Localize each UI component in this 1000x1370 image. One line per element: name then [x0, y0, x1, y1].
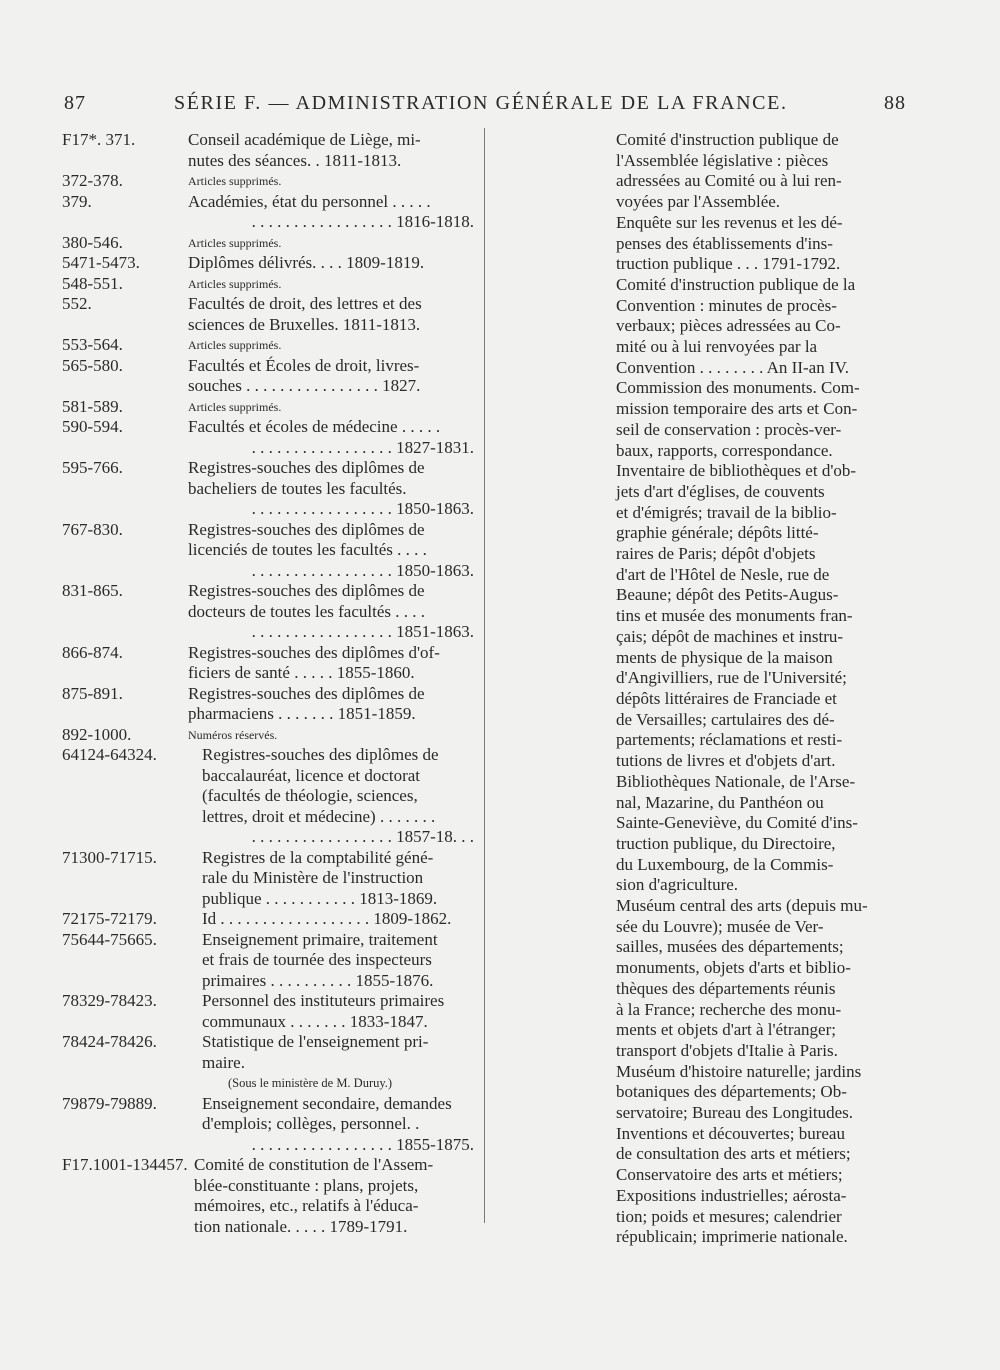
paragraph-line: Comité d'instruction publique de la	[616, 274, 856, 294]
entry-description	[202, 745, 480, 848]
paragraph-line: tutions de livres et d'objets d'art.	[616, 751, 836, 771]
entry-line: Facultés de droit, des lettres et des	[188, 294, 422, 313]
entry-line: Registres-souches des diplômes de	[188, 683, 425, 703]
entry-description	[188, 335, 480, 356]
paragraph-line: Enquête sur les revenus et les dé-	[616, 212, 843, 232]
inventory-entry	[62, 909, 480, 930]
entry-line: souches . . . . . . . . . . . . . . . . 1827.	[188, 376, 421, 395]
paragraph-line: jets d'art d'églises, de couvents	[616, 481, 825, 501]
entry-line: Enseignement primaire, traitement	[202, 929, 438, 949]
inventory-entry	[62, 356, 480, 397]
entry-description	[202, 930, 480, 992]
entry-description	[188, 274, 480, 295]
entry-description	[202, 909, 480, 930]
section-note	[102, 1073, 480, 1094]
entry-line: Facultés et Écoles de droit, livres-	[188, 355, 420, 375]
inventory-entry	[62, 171, 480, 192]
paragraph-line: du Luxembourg, de la Commis-	[616, 854, 834, 874]
entry-line: primaires . . . . . . . . . . 1855-1876.	[202, 970, 434, 990]
entry-line: Registres-souches des diplômes de	[188, 519, 425, 539]
entry-description	[188, 684, 480, 725]
paragraph-line: Inventions et découvertes; bureau	[616, 1123, 845, 1143]
paragraph-line: thèques des départements réunis	[616, 978, 836, 998]
inventory-entry	[62, 745, 480, 848]
inventory-paragraph	[616, 461, 912, 772]
inventory-paragraph	[616, 130, 912, 213]
entry-line: Articles supprimés.	[188, 276, 282, 291]
entry-line: . . . . . . . . . . . . . . . . . 1851-1863.	[251, 622, 474, 641]
paragraph-line: truction publique, du Directoire,	[616, 833, 836, 853]
entry-line: Enseignement secondaire, demandes	[202, 1093, 452, 1113]
entry-description	[194, 1155, 480, 1237]
inventory-entry	[62, 643, 480, 684]
inventory-entry	[62, 991, 480, 1032]
paragraph-line: Commission des monuments. Com-	[616, 378, 860, 398]
entry-line: . . . . . . . . . . . . . . . . . 1855-1875.	[251, 1134, 474, 1154]
entry-description	[188, 233, 480, 254]
paragraph-line: çais; dépôt de machines et instru-	[616, 626, 844, 646]
paragraph-line: botaniques des départements; Ob-	[616, 1082, 847, 1102]
page-number-right: 88	[884, 92, 906, 114]
inventory-entry	[62, 684, 480, 725]
inventory-entry	[62, 1032, 480, 1073]
entry-description	[188, 171, 480, 192]
paragraph-line: penses des établissements d'ins-	[616, 233, 833, 253]
paragraph-line: mission temporaire des arts et Con-	[616, 399, 858, 419]
entry-number: 866-874.	[62, 642, 123, 662]
inventory-paragraph	[616, 378, 912, 461]
entry-number: 875-891.	[62, 683, 123, 703]
right-column	[616, 130, 912, 1247]
entry-line: pharmaciens . . . . . . . 1851-1859.	[188, 704, 416, 723]
paragraph-line: républicain; imprimerie nationale.	[616, 1227, 848, 1247]
inventory-entry	[62, 1155, 480, 1237]
paragraph-line: Conservatoire des arts et métiers;	[616, 1165, 843, 1185]
inventory-entry	[62, 397, 480, 418]
entry-line: (facultés de théologie, sciences,	[202, 786, 418, 805]
entry-line: Articles supprimés.	[188, 399, 282, 414]
entry-line: et frais de tournée des inspecteurs	[202, 950, 432, 969]
paragraph-line: verbaux; pièces adressées au Co-	[616, 316, 841, 336]
inventory-entry	[62, 294, 480, 335]
paragraph-line: voyées par l'Assemblée.	[616, 192, 781, 212]
inventory-entry	[62, 581, 480, 643]
entry-number: 552.	[62, 294, 92, 313]
entry-number: 767-830.	[62, 519, 123, 539]
entry-line: Registres-souches des diplômes d'of-	[188, 642, 440, 662]
paragraph-line: Expositions industrielles; aérosta-	[616, 1185, 847, 1205]
paragraph-line: l'Assemblée législative : pièces	[616, 150, 829, 170]
entry-number: 78424-78426.	[62, 1032, 157, 1051]
inventory-paragraph	[616, 1062, 912, 1124]
inventory-entry	[62, 848, 480, 910]
entry-line: Numéros réservés.	[188, 727, 278, 742]
paragraph-line: à la France; recherche des monu-	[616, 999, 842, 1019]
entry-description	[188, 253, 480, 274]
paragraph-line: Beaune; dépôt des Petits-Augus-	[616, 585, 839, 605]
entry-description	[202, 991, 480, 1032]
entry-line: bacheliers de toutes les facultés.	[188, 478, 407, 498]
paragraph-line: baux, rapports, correspondance.	[616, 440, 833, 460]
inventory-entry	[62, 335, 480, 356]
paragraph-line: raires de Paris; dépôt d'objets	[616, 544, 816, 564]
entry-line: Id . . . . . . . . . . . . . . . . . . 1809-1862.	[202, 909, 452, 928]
entry-number: 72175-72179.	[62, 909, 157, 928]
paragraph-line: d'Angivilliers, rue de l'Université;	[616, 668, 847, 688]
entry-line: mémoires, etc., relatifs à l'éduca-	[194, 1196, 419, 1215]
entry-number: 590-594.	[62, 417, 123, 436]
entry-number: 548-551.	[62, 273, 123, 293]
entry-number: 892-1000.	[62, 724, 132, 744]
entry-line: Registres-souches des diplômes de	[188, 581, 425, 600]
entry-description	[188, 397, 480, 418]
entry-line: (Sous le ministère de M. Duruy.)	[228, 1076, 393, 1090]
entry-line: docteurs de toutes les facultés . . . .	[188, 601, 425, 621]
entry-number: 553-564.	[62, 335, 123, 354]
entry-description	[188, 458, 480, 520]
paragraph-line: partements; réclamations et resti-	[616, 730, 843, 750]
paragraph-line: sailles, musées des départements;	[616, 937, 844, 957]
entry-number: 581-589.	[62, 396, 123, 416]
entry-line: Facultés et écoles de médecine . . . . .	[188, 417, 441, 436]
entry-description	[188, 520, 480, 582]
entry-number: 71300-71715.	[62, 847, 157, 867]
inventory-entry	[62, 725, 480, 746]
entry-line: . . . . . . . . . . . . . . . . . 1850-1863.	[251, 499, 474, 518]
entry-description	[188, 417, 480, 458]
paragraph-line: adressées au Comité ou à lui ren-	[616, 171, 842, 191]
entry-line: licenciés de toutes les facultés . . . .	[188, 540, 427, 559]
paragraph-line: ments de physique de la maison	[616, 647, 833, 667]
entry-line: Statistique de l'enseignement pri-	[202, 1032, 429, 1051]
inventory-entry	[62, 520, 480, 582]
paragraph-line: tins et musée des monuments fran-	[616, 606, 853, 626]
entry-number: 78329-78423.	[62, 991, 157, 1010]
entry-line: . . . . . . . . . . . . . . . . . 1827-1831.	[251, 437, 474, 457]
paragraph-line: sion d'agriculture.	[616, 875, 739, 895]
entry-line: . . . . . . . . . . . . . . . . . 1850-1863.	[251, 560, 474, 580]
entry-line: . . . . . . . . . . . . . . . . . 1816-1818.	[251, 212, 474, 231]
paragraph-line: de consultation des arts et métiers;	[616, 1144, 851, 1164]
inventory-entry	[62, 458, 480, 520]
entry-line: Registres-souches des diplômes de	[188, 458, 425, 477]
entry-number: 75644-75665.	[62, 929, 157, 949]
entry-line: Conseil académique de Liège, mi-	[188, 130, 421, 149]
entry-line: Registres-souches des diplômes de	[202, 745, 439, 764]
entry-line: sciences de Bruxelles. 1811-1813.	[188, 314, 421, 334]
entry-line: . . . . . . . . . . . . . . . . . 1857-18. . .	[251, 827, 474, 846]
inventory-paragraph	[616, 772, 912, 896]
entry-line: Articles supprimés.	[188, 235, 282, 250]
entry-line: Registres de la comptabilité géné-	[202, 847, 434, 867]
paragraph-line: Inventaire de bibliothèques et d'ob-	[616, 461, 857, 481]
entry-line: Articles supprimés.	[188, 174, 282, 188]
entry-number: F17*. 371.	[62, 130, 136, 149]
inventory-paragraph	[616, 1124, 912, 1248]
entry-line: Comité de constitution de l'Assem-	[194, 1155, 434, 1174]
entry-number: 79879-79889.	[62, 1093, 157, 1113]
entry-line: tion nationale. . . . . 1789-1791.	[194, 1216, 408, 1236]
entry-description	[188, 356, 480, 397]
page-number-left: 87	[64, 92, 86, 114]
entry-number: 64124-64324.	[62, 745, 157, 764]
paragraph-line: Bibliothèques Nationale, de l'Arse-	[616, 771, 856, 791]
inventory-entry	[62, 417, 480, 458]
paragraph-line: truction publique . . . 1791-1792.	[616, 254, 841, 274]
entry-number: 380-546.	[62, 232, 123, 252]
paragraph-line: Sainte-Geneviève, du Comité d'ins-	[616, 813, 858, 833]
entry-number: 372-378.	[62, 171, 123, 190]
paragraph-line: Muséum d'histoire naturelle; jardins	[616, 1061, 862, 1081]
page-header	[64, 92, 906, 120]
inventory-entry	[62, 253, 480, 274]
paragraph-line: d'art de l'Hôtel de Nesle, rue de	[616, 564, 830, 584]
paragraph-line: servatoire; Bureau des Longitudes.	[616, 1103, 853, 1123]
paragraph-line: monuments, objets d'arts et biblio-	[616, 958, 851, 978]
entry-line: d'emplois; collèges, personnel. .	[202, 1114, 420, 1133]
entry-number: 831-865.	[62, 581, 123, 600]
paragraph-line: mité ou à lui renvoyées par la	[616, 337, 818, 357]
entry-number: 595-766.	[62, 458, 123, 477]
entry-line: Académies, état du personnel . . . . .	[188, 191, 431, 211]
paragraph-line: tion; poids et mesures; calendrier	[616, 1206, 842, 1226]
entry-description	[202, 1094, 480, 1156]
paragraph-line: graphie générale; dépôts litté-	[616, 523, 819, 543]
paragraph-line: nal, Mazarine, du Panthéon ou	[616, 792, 824, 812]
inventory-paragraph	[616, 896, 912, 1062]
inventory-entry	[62, 233, 480, 254]
entry-description	[188, 643, 480, 684]
entry-line: ficiers de santé . . . . . 1855-1860.	[188, 663, 415, 682]
paragraph-line: Muséum central des arts (depuis mu-	[616, 896, 868, 916]
entry-line: lettres, droit et médecine) . . . . . . .	[202, 806, 436, 826]
entry-line: baccalauréat, licence et doctorat	[202, 765, 421, 785]
entry-description	[202, 848, 480, 910]
paragraph-line: Comité d'instruction publique de	[616, 130, 839, 149]
entry-line: maire.	[202, 1052, 245, 1072]
left-column	[62, 130, 480, 1236]
entry-description	[188, 294, 480, 335]
entry-line: Personnel des instituteurs primaires	[202, 991, 445, 1010]
entry-line: publique . . . . . . . . . . . 1813-1869.	[202, 888, 438, 908]
entry-line: Articles supprimés.	[188, 338, 282, 352]
paragraph-line: de Versailles; cartulaires des dé-	[616, 709, 835, 729]
page-title: SÉRIE F. — ADMINISTRATION GÉNÉRALE DE LA FRANCE.	[174, 92, 788, 114]
entry-number: 5471-5473.	[62, 253, 140, 272]
paragraph-line: Convention : minutes de procès-	[616, 295, 837, 315]
entry-number: 379.	[62, 191, 92, 211]
entry-number: F17.1001-134457.	[62, 1155, 188, 1174]
entry-number: 565-580.	[62, 355, 123, 375]
entry-description	[202, 1032, 480, 1073]
entry-line: blée-constituante : plans, projets,	[194, 1175, 419, 1195]
paragraph-line: dépôts littéraires de Franciade et	[616, 688, 837, 708]
inventory-entry	[62, 274, 480, 295]
paragraph-line: ments et objets d'art à l'étranger;	[616, 1020, 836, 1040]
entry-line: Diplômes délivrés. . . . 1809-1819.	[188, 253, 425, 272]
entry-description	[188, 725, 480, 746]
paragraph-line: seil de conservation : procès-ver-	[616, 419, 842, 439]
inventory-entry	[62, 1094, 480, 1156]
entry-line: rale du Ministère de l'instruction	[202, 868, 424, 887]
inventory-entry	[62, 930, 480, 992]
inventory-entry	[62, 192, 480, 233]
column-divider	[484, 128, 485, 1223]
inventory-paragraph	[616, 213, 912, 275]
paragraph-line: Convention . . . . . . . . An II-an IV.	[616, 357, 849, 377]
entry-description	[188, 581, 480, 643]
entry-description	[188, 130, 480, 171]
inventory-entry	[62, 130, 480, 171]
paragraph-line: et d'émigrés; travail de la biblio-	[616, 502, 837, 522]
paragraph-line: transport d'objets d'Italie à Paris.	[616, 1040, 838, 1060]
entry-line: nutes des séances. . 1811-1813.	[188, 150, 402, 170]
entry-description	[228, 1073, 480, 1094]
inventory-paragraph	[616, 275, 912, 379]
paragraph-line: sée du Louvre); musée de Ver-	[616, 916, 824, 936]
entry-line: communaux . . . . . . . 1833-1847.	[202, 1011, 428, 1031]
entry-description	[188, 192, 480, 233]
